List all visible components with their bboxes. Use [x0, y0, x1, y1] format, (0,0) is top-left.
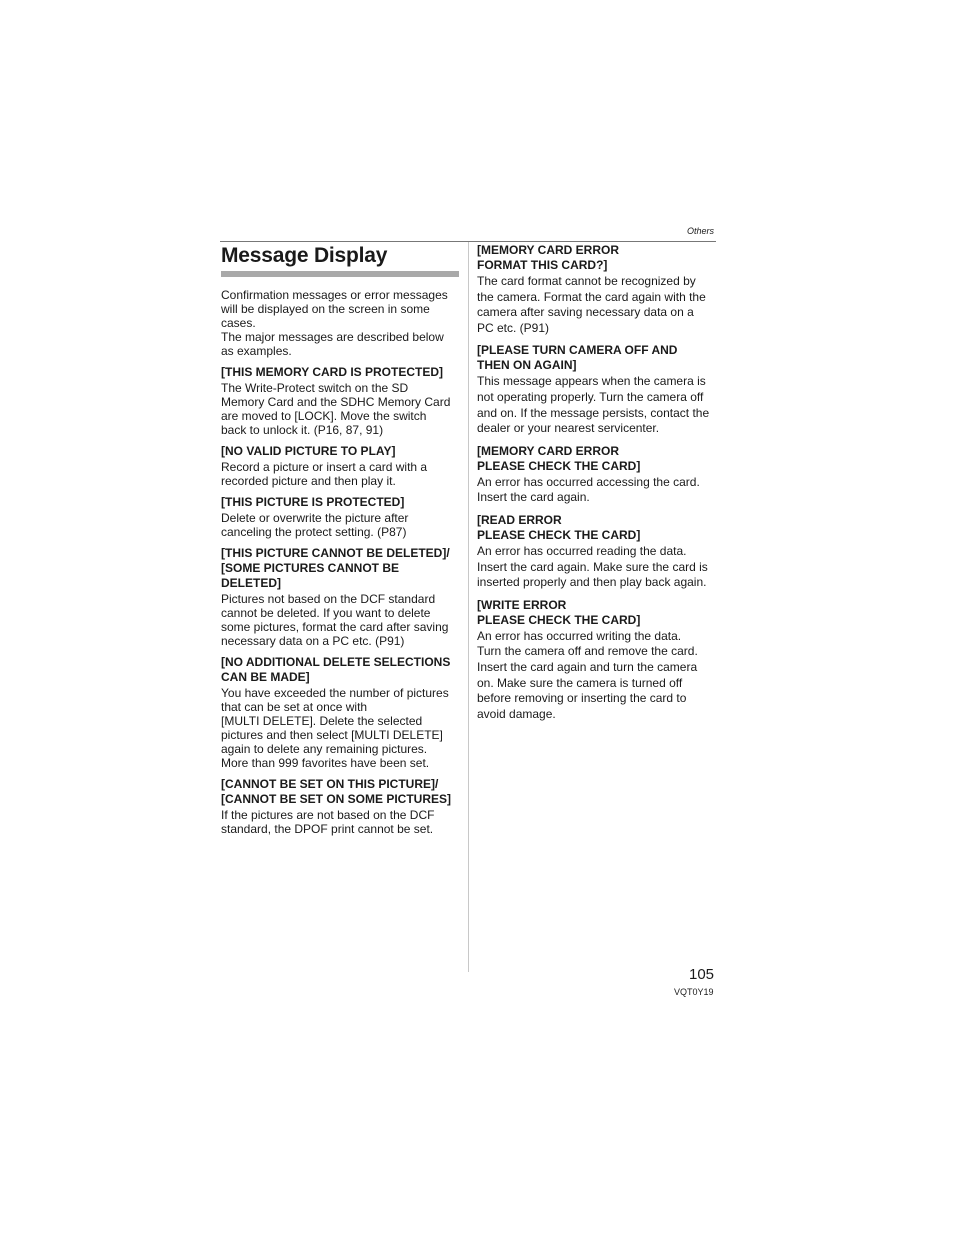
message-description: Delete or overwrite the picture after canceling the protect setting. (P87) [221, 511, 409, 539]
message-entry [221, 777, 461, 836]
message-heading: [NO VALID PICTURE TO PLAY] [221, 444, 396, 458]
title-underline-bar [221, 271, 459, 277]
message-description: The Write-Protect switch on the SD Memory Card and the SDHC Memory Card are moved to [LOCK]. Move the switch back to unlock it. (P16, 87, 91) [221, 381, 451, 437]
message-description: The card format cannot be recognized by the camera. Format the card again with the camera after saving necessary data on a PC etc. (P91) [477, 274, 706, 335]
message-entry [477, 444, 717, 506]
message-description: An error has occurred writing the data. Turn the camera off and remove the card. Insert the card again and turn the camera on. Make sure the camera is turned off before removing or inserting the card to avoid damage. [477, 628, 698, 721]
message-heading: [PLEASE TURN CAMERA OFF AND THEN ON AGAIN] [477, 343, 678, 373]
message-description: You have exceeded the number of pictures that can be set at once with [MULTI DELETE]. Delete the selected pictures and then select [MULTI DELETE] again to delete any remaining pictures. More than 999 favorites have been set. [221, 686, 449, 770]
message-heading: [THIS PICTURE IS PROTECTED] [221, 495, 405, 509]
message-description: An error has occurred accessing the card. Insert the card again. [477, 474, 700, 505]
message-description: This message appears when the camera is not operating properly. Turn the camera off and on. If the message persists, contact the dealer or your nearest servicenter. [477, 374, 710, 436]
message-description: An error has occurred reading the data. Insert the card again. Make sure the card is inserted properly and then play back again. [477, 543, 708, 590]
message-entry [221, 655, 461, 770]
message-entry [221, 546, 461, 648]
message-entry [477, 513, 717, 591]
intro-paragraph: Confirmation messages or error messages will be displayed on the screen in some cases. The major messages are described below as examples. [221, 288, 448, 358]
message-description: If the pictures are not based on the DCF standard, the DPOF print cannot be set. [221, 808, 435, 836]
section-label: Others [687, 226, 715, 236]
message-entry [221, 444, 461, 488]
message-heading: [THIS MEMORY CARD IS PROTECTED] [221, 365, 444, 379]
column-divider [468, 242, 469, 972]
message-description: Pictures not based on the DCF standard cannot be deleted. If you want to delete some pictures, format the card after saving necessary data on a PC etc. (P91) [221, 592, 449, 648]
message-entry [221, 365, 461, 437]
message-heading: [NO ADDITIONAL DELETE SELECTIONS CAN BE MADE] [221, 655, 451, 684]
message-heading: [CANNOT BE SET ON THIS PICTURE]/ [CANNOT BE SET ON SOME PICTURES] [221, 777, 452, 806]
message-description: Record a picture or insert a card with a recorded picture and then play it. [221, 460, 428, 488]
message-entry [221, 495, 461, 539]
message-heading: [THIS PICTURE CANNOT BE DELETED]/ [SOME PICTURES CANNOT BE DELETED] [221, 546, 450, 590]
document-code: VQT0Y19 [674, 987, 714, 997]
page-number: 105 [689, 966, 715, 983]
message-entry [477, 343, 717, 436]
message-heading: [READ ERROR PLEASE CHECK THE CARD] [477, 512, 641, 542]
message-entry [477, 243, 717, 336]
message-heading: [WRITE ERROR PLEASE CHECK THE CARD] [477, 597, 641, 627]
right-column [477, 242, 717, 722]
message-heading: [MEMORY CARD ERROR FORMAT THIS CARD?] [477, 243, 620, 272]
message-heading: [MEMORY CARD ERROR PLEASE CHECK THE CARD] [477, 443, 641, 473]
left-column [221, 242, 461, 836]
message-entry [477, 598, 717, 723]
page-title: Message Display [221, 244, 388, 267]
